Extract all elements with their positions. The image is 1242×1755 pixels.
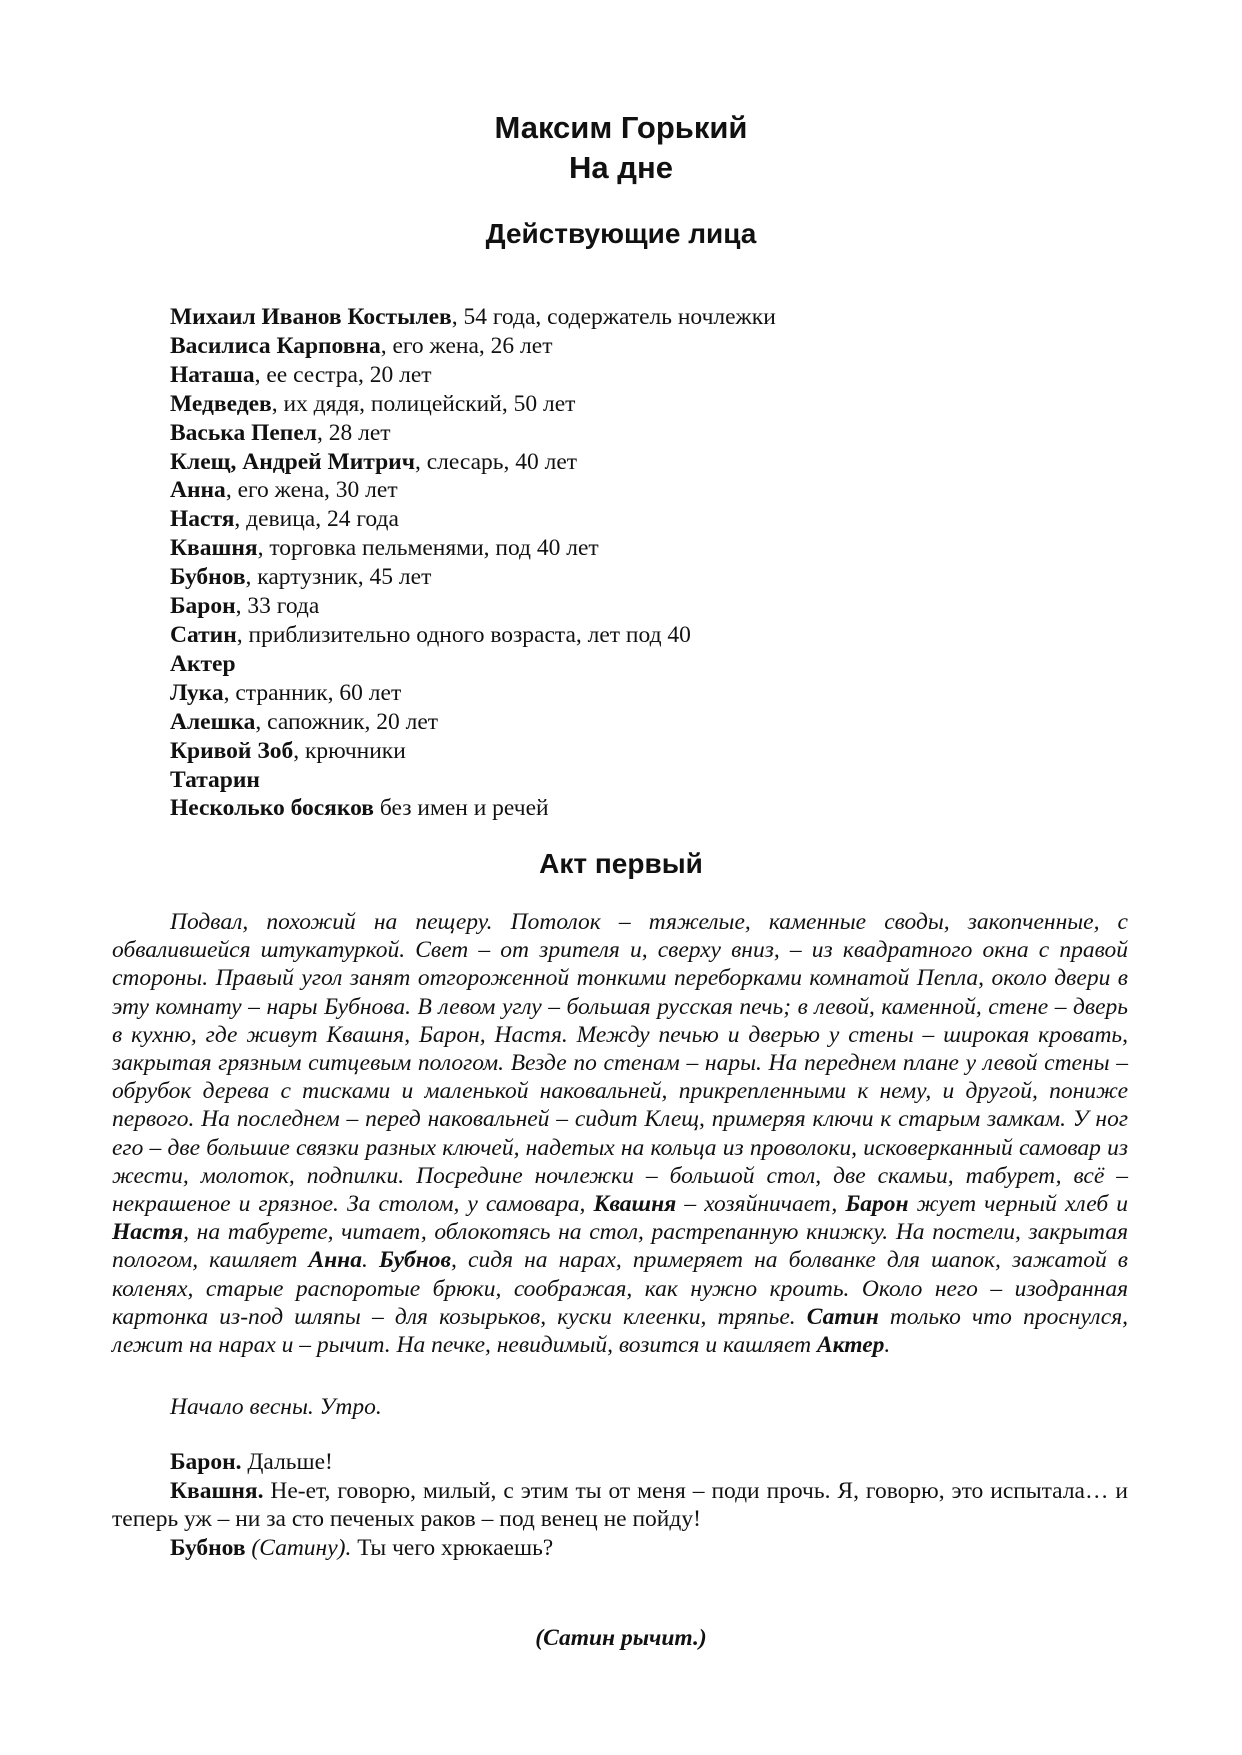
- dialog-line: [112, 1477, 1128, 1534]
- cast-item: [170, 419, 1170, 448]
- stage-character: Анна: [308, 1247, 362, 1274]
- cast-item: [170, 476, 1170, 505]
- document-header: [0, 108, 1242, 188]
- speaker: Квашня.: [170, 1477, 264, 1504]
- cast-desc: , его жена, 30 лет: [225, 477, 398, 504]
- cast-item: [170, 361, 1170, 390]
- act-heading: Акт первый: [539, 848, 703, 879]
- cast-name: Несколько босяков: [170, 795, 374, 822]
- final-stage-direction: (Сатин рычит.): [535, 1625, 707, 1651]
- stage-character: Сатин: [806, 1303, 879, 1330]
- cast-item: [170, 505, 1170, 534]
- cast-desc: , торговка пельменями, под 40 лет: [257, 535, 599, 562]
- cast-heading: Действующие лица: [485, 218, 757, 249]
- line-text: Дальше!: [241, 1449, 333, 1475]
- cast-item: [170, 621, 1170, 650]
- cast-name: Актер: [170, 650, 236, 677]
- cast-desc: , 33 года: [235, 593, 320, 620]
- cast-desc: , слесарь, 40 лет: [414, 448, 578, 475]
- cast-name: Михаил Иванов Костылев: [170, 304, 452, 330]
- stage-text: жует черный хлеб и: [908, 1191, 1128, 1218]
- cast-name: Медведев: [170, 390, 272, 417]
- stage-character: Настя: [112, 1219, 184, 1246]
- cast-item: [170, 592, 1170, 621]
- season-note: Начало весны. Утро.: [170, 1394, 382, 1420]
- cast-desc: , крючники: [293, 737, 406, 764]
- stage-character: Барон: [845, 1191, 909, 1218]
- cast-item: [170, 650, 1170, 679]
- cast-desc: , их дядя, полицейский, 50 лет: [271, 390, 576, 417]
- play-title: На дне: [569, 150, 673, 185]
- cast-desc: без имен и речей: [373, 795, 549, 822]
- author-name: Максим Горький: [494, 110, 748, 145]
- cast-name: Барон: [170, 593, 236, 620]
- cast-desc: , странник, 60 лет: [223, 679, 402, 706]
- speaker: Барон.: [170, 1449, 242, 1475]
- stage-direction: [112, 908, 1128, 1359]
- stage-text: только что проснулся, лежит на нарах и – рычит. На печке, невидимый, возится и кашляет: [112, 1303, 1128, 1359]
- speaker: Бубнов: [170, 1534, 246, 1561]
- cast-desc: , ее сестра, 20 лет: [254, 361, 432, 388]
- stage-text: , сидя на нарах, примеряет на болванке для шапок, зажатой в коленях, старые распоротые брюки, соображая, как нужно кроить. Около него – изодранная картонка из-под шляпы – для козырьков, куски клеенки, тряпье.: [112, 1247, 1128, 1330]
- stage-text: Подвал, похожий на пещеру. Потолок – тяжелые, каменные своды, закопченные, с обвалившейся штукатуркой. Свет – от зрителя и, сверху вниз, – из квадратного окна с правой стороны. Правый угол занят отгороженной тонкими переборками комнатой Пепла, около двери в эту комнату – нары Бубнова. В левом углу – большая русская печь; в левой, каменной, стене – дверь в кухню, где живут Квашня, Барон, Настя. Между печью и дверью у стены – широкая кровать, закрытая грязным ситцевым пологом. Везде по стенам – нары. На переднем плане у левой стены – обрубок дерева с тисками и маленькой наковальней, прикрепленными к нему, и другой, пониже первого. На последнем – перед наковальней – сидит Клещ, примеряя ключи к старым замкам. У ног его – две большие связки разных ключей, надетых на кольца из проволоки, исковерканный самовар из жести, молоток, подпилки. Посредине ночлежки – большой стол, две скамьи, табурет, всё – некрашеное и грязное. За столом, у самовара,: [112, 909, 1128, 1218]
- cast-item: [170, 448, 1170, 477]
- stage-text: .: [884, 1332, 891, 1359]
- stage-text: , на табурете, читает, облокотясь на стол, растрепанную книжку. На постели, закрытая пологом, кашляет: [112, 1219, 1128, 1274]
- cast-desc: , картузник, 45 лет: [245, 564, 432, 591]
- cast-item: [170, 303, 1170, 332]
- line-text: Не-ет, говорю, милый, с этим ты от меня – поди прочь. Я, говорю, это испытала… и теперь уж – ни за сто печеных раков – под венец не пойду!: [112, 1477, 1128, 1533]
- cast-item: [170, 737, 1170, 766]
- cast-item: [170, 332, 1170, 361]
- cast-name: Клещ, Андрей Митрич: [170, 448, 415, 475]
- stage-character: Актер: [816, 1332, 885, 1359]
- cast-item: [170, 390, 1170, 419]
- stage-character: Квашня: [593, 1191, 677, 1218]
- cast-item: [170, 794, 1170, 823]
- cast-item: [170, 679, 1170, 708]
- cast-item: [170, 708, 1170, 737]
- cast-desc: , сапожник, 20 лет: [255, 708, 439, 735]
- cast-name: Бубнов: [170, 564, 246, 591]
- cast-desc: , девица, 24 года: [234, 506, 399, 533]
- cast-name: Сатин: [170, 621, 237, 648]
- cast-name: Квашня: [170, 535, 258, 562]
- stage-text: .: [361, 1247, 379, 1274]
- cast-name: Лука: [170, 679, 224, 706]
- stage-character: Бубнов: [378, 1247, 452, 1274]
- cast-name: Кривой Зоб: [170, 737, 294, 764]
- cast-desc: , его жена, 26 лет: [380, 332, 553, 359]
- cast-item: [170, 563, 1170, 592]
- cast-desc: , приблизительно одного возраста, лет под 40: [236, 621, 691, 648]
- cast-desc: , 28 лет: [316, 419, 391, 446]
- cast-desc: , 54 года, содержатель ночлежки: [451, 304, 776, 330]
- cast-list: [170, 303, 1170, 823]
- cast-name: Васька Пепел: [170, 419, 317, 446]
- dialog-line: [112, 1534, 1128, 1563]
- cast-name: Алешка: [170, 708, 256, 735]
- cast-name: Анна: [170, 477, 226, 504]
- stage-text: – хозяйничает,: [676, 1191, 846, 1218]
- cast-item: [170, 534, 1170, 563]
- dialog-block: [112, 1448, 1128, 1562]
- cast-name: Татарин: [170, 766, 260, 793]
- cast-name: Наташа: [170, 361, 255, 388]
- cast-name: Настя: [170, 506, 235, 533]
- cast-name: Василиса Карповна: [170, 332, 381, 359]
- cast-item: [170, 766, 1170, 795]
- line-remark: (Сатину).: [245, 1534, 352, 1561]
- dialog-line: [112, 1448, 1128, 1477]
- line-text: Ты чего хрюкаешь?: [351, 1534, 554, 1561]
